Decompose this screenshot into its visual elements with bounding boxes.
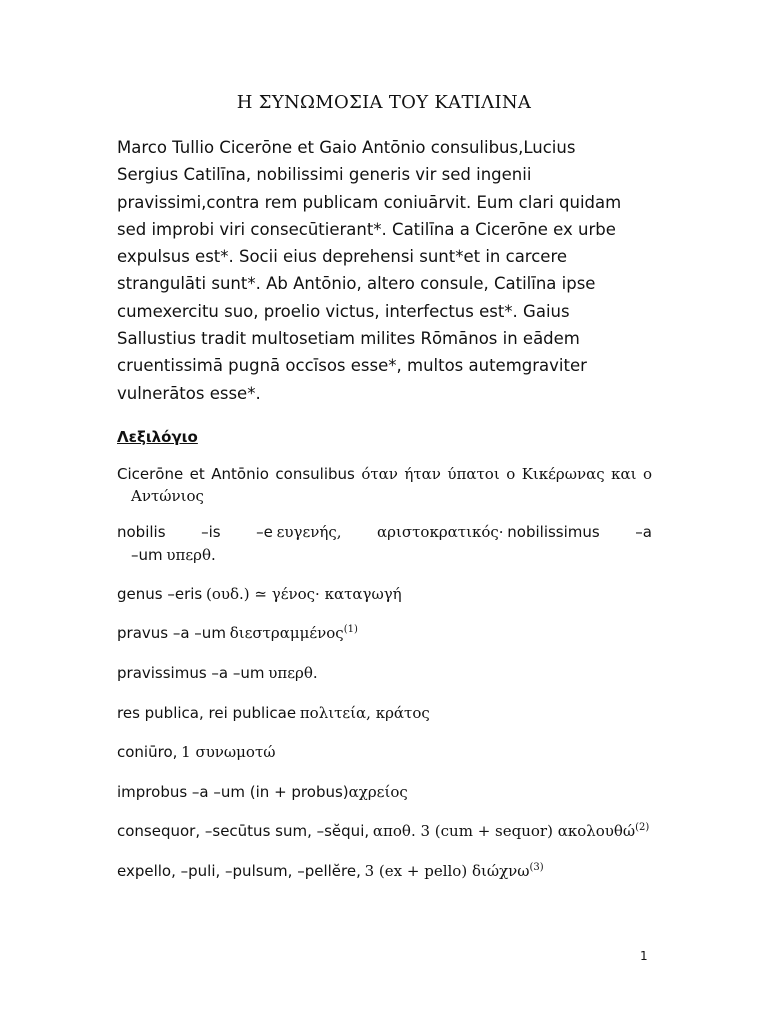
- latin-term: Cicerōne: [117, 465, 184, 483]
- greek-gloss: ήταν: [404, 465, 441, 483]
- greek-gloss: πολιτεία, κράτος: [299, 704, 430, 722]
- latin-term: pravus –a –um: [117, 624, 226, 642]
- latin-term: –is: [201, 523, 221, 541]
- passage-line: pravissimi,contra rem publicam coniuārvit. Eum clari quidam: [117, 192, 622, 212]
- vocab-entry: [117, 662, 652, 685]
- latin-term: consequor, –secūtus sum, –sĕqui,: [117, 822, 370, 840]
- greek-gloss: 3 (ex + pello) διώχνω: [364, 862, 530, 880]
- vocab-entry: [117, 702, 652, 725]
- greek-gloss: διεστραμμένος: [229, 624, 344, 642]
- passage-line: Marco Tullio Cicerōne et Gaio Antōnio consulibus,Lucius: [117, 138, 576, 157]
- latin-term: expello, –puli, –pulsum, –pellĕre,: [117, 862, 361, 880]
- latin-term: genus –eris: [117, 585, 203, 603]
- greek-gloss: υπερθ.: [268, 664, 318, 682]
- greek-gloss: αχρείος: [348, 783, 408, 801]
- latin-term: –um: [131, 546, 163, 564]
- page-number: 1: [640, 949, 648, 963]
- greek-gloss: 1 συνωμοτώ: [181, 743, 276, 761]
- vocab-entry: [117, 583, 652, 606]
- latin-term: coniūro,: [117, 743, 178, 761]
- greek-gloss: αποθ. 3 (cum + sequor) ακολουθώ: [372, 822, 636, 840]
- passage-line: expulsus est*. Socii eius deprehensi sunt*et in carcere: [117, 247, 568, 267]
- passage-line: cumexercitu suo, proelio victus, interfectus est*. Gaius: [117, 301, 570, 321]
- greek-gloss: ύπατοι: [447, 465, 500, 483]
- greek-gloss: και: [611, 465, 637, 483]
- vocab-entry: [117, 781, 652, 804]
- latin-term: Antōnio: [211, 465, 269, 483]
- latin-passage: [117, 134, 652, 407]
- vocabulary-heading: Λεξιλόγιο: [117, 428, 198, 446]
- vocab-entry: [117, 463, 652, 507]
- document-title: Η ΣΥΝΩΜΟΣΙΑ ΤΟΥ ΚΑΤΙΛΙΝΑ: [236, 92, 532, 113]
- greek-gloss-continuation: Αντώνιος: [131, 487, 204, 505]
- greek-gloss: όταν: [361, 465, 398, 483]
- passage-line: sed improbi viri consecūtierant*. Catilīna a Cicerōne ex urbe: [117, 219, 616, 239]
- latin-term: nobilis: [117, 523, 166, 541]
- greek-gloss: Κικέρωνας: [521, 465, 605, 483]
- latin-term: –a: [635, 523, 652, 541]
- passage-line: strangulāti sunt*. Ab Antōnio, altero consule, Catilīna ipse: [117, 274, 596, 294]
- latin-term: nobilissimus: [507, 523, 600, 541]
- passage-line: cruentissimā pugnā occīsos esse*, multos autemgraviter: [117, 356, 587, 376]
- vocab-entry: [117, 741, 652, 764]
- latin-term: pravissimus –a –um: [117, 664, 265, 682]
- greek-gloss: ο: [506, 465, 516, 483]
- footnote-ref: (3): [529, 862, 544, 873]
- passage-line: vulnerātos esse*.: [117, 383, 261, 403]
- greek-gloss: υπερθ.: [166, 546, 216, 564]
- latin-term: –e: [256, 523, 273, 541]
- vocab-entry: [117, 820, 652, 843]
- greek-gloss: αριστοκρατικός·: [377, 523, 504, 541]
- vocab-entry: [117, 860, 652, 883]
- latin-term: et: [189, 465, 205, 483]
- footnote-ref: (1): [343, 624, 358, 635]
- latin-term: improbus –a –um (in + probus): [117, 783, 349, 801]
- greek-gloss: ο: [642, 465, 652, 483]
- latin-term: consulibus: [275, 465, 355, 483]
- greek-gloss: (ουδ.) ≃ γένος· καταγωγή: [205, 585, 402, 603]
- greek-gloss: ευγενής,: [276, 523, 342, 541]
- footnote-ref: (2): [635, 822, 650, 833]
- vocab-entry: [117, 622, 652, 645]
- passage-line: Sallustius tradit multosetiam milites Rōmānos in eādem: [117, 329, 580, 349]
- latin-term: res publica, rei publicae: [117, 704, 297, 722]
- vocab-entry: [117, 521, 652, 567]
- passage-line: Sergius Catilīna, nobilissimi generis vir sed ingenii: [117, 165, 532, 185]
